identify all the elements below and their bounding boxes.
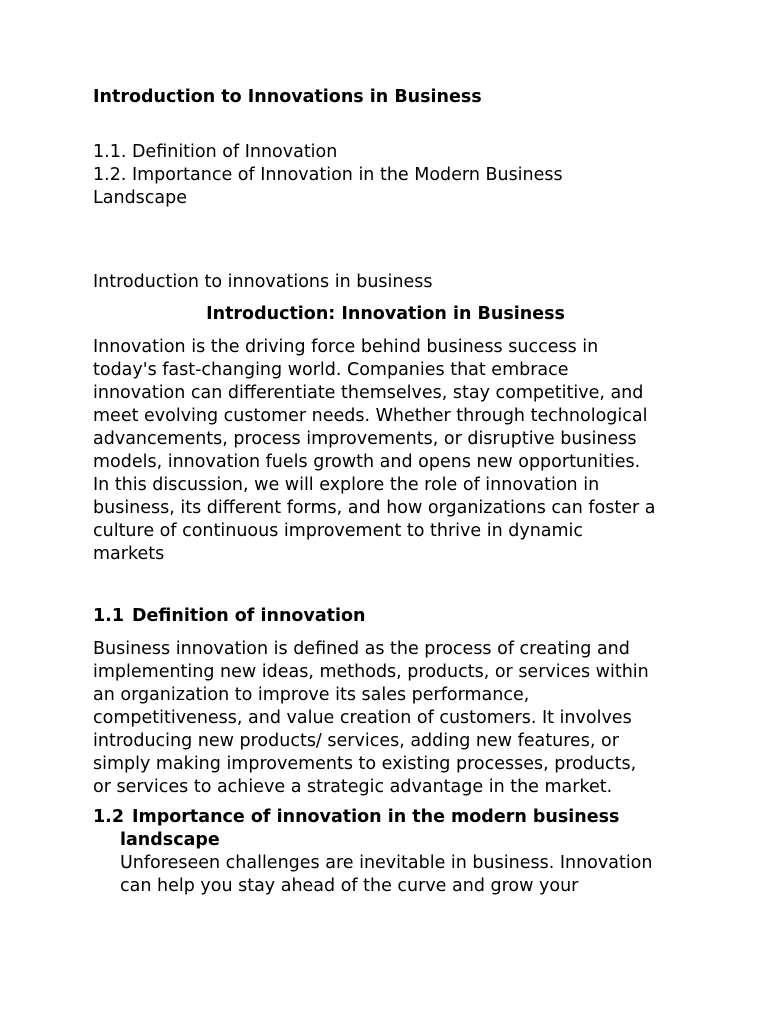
intro-paragraph: Innovation is the driving force behind business success in today's fast-changing world. Companies that embrace innovation can differentiate themselves, stay competitive, and meet evolving customer needs. Whether through technological advancements, process improvements, or disruptive business models, innovation fuels growth and opens new opportunities. In this discussion, we will explore the role of innovation in business, its different forms, and how organizations can foster a culture of continuous improvement to thrive in dynamic markets: [93, 337, 656, 564]
section-1-2-paragraph: Unforeseen challenges are inevitable in business. Innovation can help you stay ahead of the curve and grow your: [120, 853, 653, 896]
section-1-2-number: 1.2: [93, 807, 125, 827]
table-of-contents: [93, 141, 678, 210]
section-1-1-heading: [93, 605, 678, 628]
document-title: Introduction to Innovations in Business: [93, 87, 482, 107]
section-1-2-heading: [93, 806, 678, 852]
section-1-2-title: Importance of innovation in the modern business landscape: [120, 807, 620, 850]
section-1-1-title: Definition of innovation: [132, 606, 366, 626]
intro-label: Introduction to innovations in business: [93, 272, 433, 292]
toc-item-1-2: 1.2. Importance of Innovation in the Modern Business Landscape: [93, 165, 563, 208]
section-1-1-number: 1.1: [93, 606, 125, 626]
section-1-1-paragraph: Business innovation is defined as the process of creating and implementing new ideas, methods, products, or services within an organization to improve its sales performance, competitiveness, and value creation of customers. It involves introducing new products/ services, adding new features, or simply making improvements to existing processes, products, or services to achieve a strategic advantage in the market.: [93, 639, 649, 797]
intro-heading: Introduction: Innovation in Business: [206, 304, 565, 324]
toc-item-1-1: 1.1. Definition of Innovation: [93, 142, 338, 162]
